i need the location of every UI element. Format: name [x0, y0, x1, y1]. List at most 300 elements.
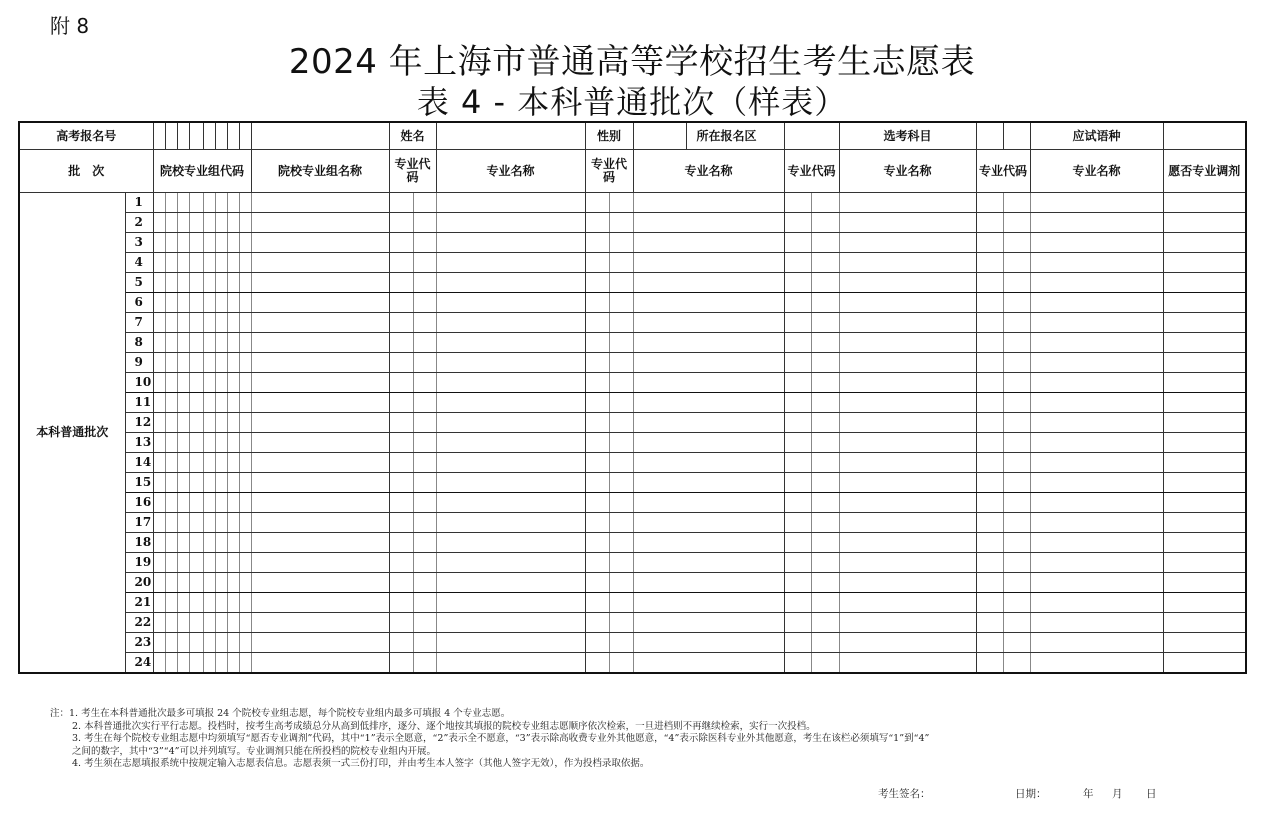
group-code-digit[interactable]: [227, 653, 239, 674]
name-field[interactable]: [436, 122, 585, 150]
group-code-digit[interactable]: [177, 373, 189, 393]
group-code-digit[interactable]: [165, 273, 177, 293]
major-code-digit[interactable]: [389, 193, 413, 213]
group-code-digit[interactable]: [189, 533, 203, 553]
major-code-digit[interactable]: [976, 413, 1003, 433]
major-code-digit[interactable]: [389, 393, 413, 413]
major-name-cell[interactable]: [436, 513, 585, 533]
major-code-digit[interactable]: [976, 553, 1003, 573]
group-code-digit[interactable]: [165, 513, 177, 533]
adjust-cell[interactable]: [1163, 233, 1246, 253]
major-code-digit[interactable]: [389, 273, 413, 293]
major-code-digit[interactable]: [976, 533, 1003, 553]
group-code-digit[interactable]: [153, 333, 165, 353]
major-code-digit[interactable]: [585, 213, 609, 233]
major-name-cell[interactable]: [1030, 233, 1163, 253]
group-code-digit[interactable]: [227, 373, 239, 393]
group-code-digit[interactable]: [189, 593, 203, 613]
major-name-cell[interactable]: [436, 593, 585, 613]
group-code-digit[interactable]: [215, 353, 227, 373]
major-code-digit[interactable]: [1003, 353, 1030, 373]
major-name-cell[interactable]: [1030, 333, 1163, 353]
adjust-cell[interactable]: [1163, 213, 1246, 233]
group-code-digit[interactable]: [239, 593, 251, 613]
major-code-digit[interactable]: [784, 293, 811, 313]
group-code-digit[interactable]: [177, 313, 189, 333]
adjust-cell[interactable]: [1163, 633, 1246, 653]
major-code-digit[interactable]: [585, 333, 609, 353]
major-code-digit[interactable]: [976, 513, 1003, 533]
group-code-digit[interactable]: [215, 473, 227, 493]
group-code-digit[interactable]: [215, 493, 227, 513]
major-code-digit[interactable]: [811, 233, 839, 253]
group-name-cell[interactable]: [251, 533, 389, 553]
group-code-digit[interactable]: [215, 433, 227, 453]
group-code-digit[interactable]: [165, 233, 177, 253]
major-code-digit[interactable]: [609, 473, 633, 493]
major-name-cell[interactable]: [839, 313, 976, 333]
group-code-digit[interactable]: [215, 273, 227, 293]
group-code-digit[interactable]: [153, 453, 165, 473]
major-name-cell[interactable]: [1030, 393, 1163, 413]
group-code-digit[interactable]: [239, 213, 251, 233]
major-code-digit[interactable]: [1003, 293, 1030, 313]
major-code-digit[interactable]: [389, 433, 413, 453]
group-code-digit[interactable]: [227, 453, 239, 473]
major-code-digit[interactable]: [389, 593, 413, 613]
group-code-digit[interactable]: [189, 513, 203, 533]
group-code-digit[interactable]: [215, 573, 227, 593]
major-code-digit[interactable]: [976, 393, 1003, 413]
group-code-digit[interactable]: [177, 633, 189, 653]
group-code-digit[interactable]: [227, 413, 239, 433]
major-name-cell[interactable]: [436, 333, 585, 353]
major-code-digit[interactable]: [784, 233, 811, 253]
group-code-digit[interactable]: [189, 633, 203, 653]
major-code-digit[interactable]: [1003, 573, 1030, 593]
adjust-cell[interactable]: [1163, 433, 1246, 453]
major-code-digit[interactable]: [389, 573, 413, 593]
major-name-cell[interactable]: [1030, 573, 1163, 593]
group-code-digit[interactable]: [153, 573, 165, 593]
group-code-digit[interactable]: [153, 413, 165, 433]
major-code-digit[interactable]: [413, 313, 436, 333]
major-name-cell[interactable]: [436, 453, 585, 473]
group-code-digit[interactable]: [153, 553, 165, 573]
major-code-digit[interactable]: [609, 313, 633, 333]
group-code-digit[interactable]: [153, 653, 165, 674]
major-name-cell[interactable]: [436, 433, 585, 453]
group-code-digit[interactable]: [153, 293, 165, 313]
major-code-digit[interactable]: [1003, 553, 1030, 573]
major-code-digit[interactable]: [609, 393, 633, 413]
major-code-digit[interactable]: [609, 373, 633, 393]
major-code-digit[interactable]: [811, 293, 839, 313]
major-name-cell[interactable]: [1030, 413, 1163, 433]
major-name-cell[interactable]: [839, 333, 976, 353]
major-code-digit[interactable]: [609, 593, 633, 613]
major-code-digit[interactable]: [784, 513, 811, 533]
major-code-digit[interactable]: [1003, 633, 1030, 653]
group-code-digit[interactable]: [215, 213, 227, 233]
group-code-digit[interactable]: [189, 473, 203, 493]
major-code-digit[interactable]: [784, 593, 811, 613]
major-name-cell[interactable]: [1030, 313, 1163, 333]
major-code-digit[interactable]: [811, 533, 839, 553]
group-code-digit[interactable]: [203, 413, 215, 433]
group-code-digit[interactable]: [153, 493, 165, 513]
major-code-digit[interactable]: [585, 653, 609, 674]
adjust-cell[interactable]: [1163, 493, 1246, 513]
group-code-digit[interactable]: [239, 253, 251, 273]
major-name-cell[interactable]: [839, 653, 976, 674]
major-name-cell[interactable]: [633, 193, 784, 213]
group-code-digit[interactable]: [215, 253, 227, 273]
group-code-digit[interactable]: [203, 313, 215, 333]
group-code-digit[interactable]: [215, 313, 227, 333]
group-code-digit[interactable]: [189, 213, 203, 233]
group-code-digit[interactable]: [227, 253, 239, 273]
adjust-cell[interactable]: [1163, 293, 1246, 313]
group-code-digit[interactable]: [153, 393, 165, 413]
subject-field-2[interactable]: [1003, 122, 1030, 150]
group-code-digit[interactable]: [165, 333, 177, 353]
reg-no-digit[interactable]: [189, 122, 203, 150]
major-name-cell[interactable]: [839, 253, 976, 273]
major-name-cell[interactable]: [839, 573, 976, 593]
group-code-digit[interactable]: [177, 533, 189, 553]
adjust-cell[interactable]: [1163, 613, 1246, 633]
major-code-digit[interactable]: [389, 653, 413, 674]
major-code-digit[interactable]: [585, 413, 609, 433]
major-code-digit[interactable]: [811, 353, 839, 373]
major-name-cell[interactable]: [436, 293, 585, 313]
group-code-digit[interactable]: [153, 533, 165, 553]
major-code-digit[interactable]: [811, 433, 839, 453]
major-code-digit[interactable]: [976, 333, 1003, 353]
major-name-cell[interactable]: [839, 373, 976, 393]
major-code-digit[interactable]: [585, 453, 609, 473]
major-name-cell[interactable]: [436, 493, 585, 513]
reg-no-digit[interactable]: [177, 122, 189, 150]
group-code-digit[interactable]: [189, 553, 203, 573]
group-code-digit[interactable]: [165, 573, 177, 593]
major-name-cell[interactable]: [1030, 353, 1163, 373]
major-name-cell[interactable]: [839, 293, 976, 313]
group-code-digit[interactable]: [165, 633, 177, 653]
group-code-digit[interactable]: [189, 293, 203, 313]
major-name-cell[interactable]: [633, 213, 784, 233]
major-code-digit[interactable]: [389, 313, 413, 333]
major-name-cell[interactable]: [1030, 513, 1163, 533]
group-code-digit[interactable]: [227, 233, 239, 253]
major-name-cell[interactable]: [1030, 453, 1163, 473]
major-code-digit[interactable]: [784, 453, 811, 473]
major-name-cell[interactable]: [839, 593, 976, 613]
group-name-cell[interactable]: [251, 393, 389, 413]
major-name-cell[interactable]: [1030, 273, 1163, 293]
group-name-cell[interactable]: [251, 253, 389, 273]
major-code-digit[interactable]: [389, 233, 413, 253]
major-name-cell[interactable]: [633, 473, 784, 493]
major-code-digit[interactable]: [585, 573, 609, 593]
group-code-digit[interactable]: [239, 553, 251, 573]
group-code-digit[interactable]: [189, 573, 203, 593]
major-code-digit[interactable]: [585, 593, 609, 613]
major-code-digit[interactable]: [413, 493, 436, 513]
major-name-cell[interactable]: [436, 533, 585, 553]
major-code-digit[interactable]: [784, 473, 811, 493]
major-name-cell[interactable]: [839, 213, 976, 233]
major-code-digit[interactable]: [1003, 433, 1030, 453]
group-code-digit[interactable]: [153, 253, 165, 273]
major-code-digit[interactable]: [1003, 653, 1030, 674]
major-name-cell[interactable]: [633, 653, 784, 674]
major-code-digit[interactable]: [413, 253, 436, 273]
major-name-cell[interactable]: [436, 613, 585, 633]
major-code-digit[interactable]: [811, 193, 839, 213]
group-code-digit[interactable]: [153, 213, 165, 233]
major-code-digit[interactable]: [811, 453, 839, 473]
major-code-digit[interactable]: [784, 413, 811, 433]
group-code-digit[interactable]: [189, 413, 203, 433]
major-code-digit[interactable]: [784, 273, 811, 293]
major-code-digit[interactable]: [413, 513, 436, 533]
major-code-digit[interactable]: [784, 353, 811, 373]
group-code-digit[interactable]: [165, 413, 177, 433]
major-name-cell[interactable]: [633, 333, 784, 353]
major-code-digit[interactable]: [976, 433, 1003, 453]
major-code-digit[interactable]: [389, 353, 413, 373]
major-name-cell[interactable]: [839, 233, 976, 253]
major-name-cell[interactable]: [839, 273, 976, 293]
group-code-digit[interactable]: [177, 553, 189, 573]
group-code-digit[interactable]: [165, 613, 177, 633]
major-code-digit[interactable]: [609, 513, 633, 533]
major-code-digit[interactable]: [976, 353, 1003, 373]
major-name-cell[interactable]: [839, 413, 976, 433]
major-code-digit[interactable]: [811, 593, 839, 613]
major-code-digit[interactable]: [609, 413, 633, 433]
major-code-digit[interactable]: [784, 213, 811, 233]
group-code-digit[interactable]: [227, 573, 239, 593]
major-code-digit[interactable]: [976, 453, 1003, 473]
group-code-digit[interactable]: [153, 613, 165, 633]
reg-no-digit[interactable]: [203, 122, 215, 150]
group-code-digit[interactable]: [177, 393, 189, 413]
major-code-digit[interactable]: [976, 653, 1003, 674]
group-code-digit[interactable]: [227, 633, 239, 653]
major-code-digit[interactable]: [413, 293, 436, 313]
group-code-digit[interactable]: [189, 273, 203, 293]
group-code-digit[interactable]: [189, 453, 203, 473]
major-code-digit[interactable]: [1003, 233, 1030, 253]
group-code-digit[interactable]: [203, 633, 215, 653]
major-name-cell[interactable]: [436, 253, 585, 273]
group-code-digit[interactable]: [153, 313, 165, 333]
major-code-digit[interactable]: [413, 213, 436, 233]
major-name-cell[interactable]: [436, 633, 585, 653]
major-code-digit[interactable]: [389, 553, 413, 573]
group-code-digit[interactable]: [239, 613, 251, 633]
major-name-cell[interactable]: [633, 553, 784, 573]
major-code-digit[interactable]: [976, 373, 1003, 393]
group-code-digit[interactable]: [165, 393, 177, 413]
group-code-digit[interactable]: [239, 353, 251, 373]
major-name-cell[interactable]: [839, 453, 976, 473]
major-name-cell[interactable]: [839, 633, 976, 653]
group-name-cell[interactable]: [251, 653, 389, 674]
group-name-cell[interactable]: [251, 333, 389, 353]
group-code-digit[interactable]: [177, 433, 189, 453]
major-name-cell[interactable]: [436, 233, 585, 253]
group-code-digit[interactable]: [203, 273, 215, 293]
adjust-cell[interactable]: [1163, 393, 1246, 413]
group-code-digit[interactable]: [165, 593, 177, 613]
major-code-digit[interactable]: [784, 193, 811, 213]
major-code-digit[interactable]: [811, 653, 839, 674]
reg-no-digit[interactable]: [165, 122, 177, 150]
major-name-cell[interactable]: [1030, 293, 1163, 313]
major-name-cell[interactable]: [633, 313, 784, 333]
major-code-digit[interactable]: [976, 213, 1003, 233]
major-name-cell[interactable]: [633, 453, 784, 473]
major-code-digit[interactable]: [585, 473, 609, 493]
major-code-digit[interactable]: [976, 193, 1003, 213]
group-code-digit[interactable]: [189, 433, 203, 453]
major-code-digit[interactable]: [1003, 273, 1030, 293]
major-code-digit[interactable]: [413, 533, 436, 553]
group-code-digit[interactable]: [227, 193, 239, 213]
group-code-digit[interactable]: [239, 433, 251, 453]
subject-field-1[interactable]: [976, 122, 1003, 150]
group-code-digit[interactable]: [239, 533, 251, 553]
major-code-digit[interactable]: [784, 533, 811, 553]
group-code-digit[interactable]: [153, 193, 165, 213]
group-code-digit[interactable]: [189, 253, 203, 273]
group-code-digit[interactable]: [177, 293, 189, 313]
group-code-digit[interactable]: [203, 433, 215, 453]
adjust-cell[interactable]: [1163, 573, 1246, 593]
major-name-cell[interactable]: [1030, 253, 1163, 273]
major-code-digit[interactable]: [976, 493, 1003, 513]
major-code-digit[interactable]: [784, 633, 811, 653]
group-code-digit[interactable]: [177, 453, 189, 473]
major-code-digit[interactable]: [784, 653, 811, 674]
major-code-digit[interactable]: [609, 493, 633, 513]
adjust-cell[interactable]: [1163, 353, 1246, 373]
major-code-digit[interactable]: [389, 213, 413, 233]
major-code-digit[interactable]: [389, 413, 413, 433]
group-code-digit[interactable]: [239, 393, 251, 413]
major-code-digit[interactable]: [1003, 253, 1030, 273]
major-code-digit[interactable]: [976, 273, 1003, 293]
group-code-digit[interactable]: [165, 293, 177, 313]
group-code-digit[interactable]: [153, 593, 165, 613]
major-code-digit[interactable]: [413, 233, 436, 253]
major-code-digit[interactable]: [609, 353, 633, 373]
group-code-digit[interactable]: [227, 433, 239, 453]
major-code-digit[interactable]: [609, 613, 633, 633]
group-code-digit[interactable]: [227, 353, 239, 373]
group-code-digit[interactable]: [165, 433, 177, 453]
major-code-digit[interactable]: [585, 273, 609, 293]
major-code-digit[interactable]: [585, 373, 609, 393]
reg-no-digit[interactable]: [227, 122, 239, 150]
group-code-digit[interactable]: [227, 293, 239, 313]
group-code-digit[interactable]: [177, 513, 189, 533]
major-code-digit[interactable]: [609, 233, 633, 253]
major-code-digit[interactable]: [609, 333, 633, 353]
major-name-cell[interactable]: [633, 613, 784, 633]
group-code-digit[interactable]: [177, 353, 189, 373]
group-name-cell[interactable]: [251, 633, 389, 653]
group-code-digit[interactable]: [177, 213, 189, 233]
major-code-digit[interactable]: [413, 613, 436, 633]
major-code-digit[interactable]: [1003, 193, 1030, 213]
major-code-digit[interactable]: [1003, 613, 1030, 633]
group-code-digit[interactable]: [177, 653, 189, 674]
major-code-digit[interactable]: [1003, 333, 1030, 353]
major-code-digit[interactable]: [976, 473, 1003, 493]
group-code-digit[interactable]: [189, 193, 203, 213]
major-name-cell[interactable]: [1030, 613, 1163, 633]
group-code-digit[interactable]: [153, 273, 165, 293]
major-code-digit[interactable]: [413, 193, 436, 213]
major-code-digit[interactable]: [389, 473, 413, 493]
group-code-digit[interactable]: [203, 253, 215, 273]
major-name-cell[interactable]: [436, 193, 585, 213]
major-name-cell[interactable]: [633, 393, 784, 413]
major-code-digit[interactable]: [609, 453, 633, 473]
major-code-digit[interactable]: [1003, 313, 1030, 333]
group-code-digit[interactable]: [153, 513, 165, 533]
major-code-digit[interactable]: [784, 613, 811, 633]
group-code-digit[interactable]: [203, 453, 215, 473]
group-code-digit[interactable]: [203, 293, 215, 313]
group-code-digit[interactable]: [177, 493, 189, 513]
major-name-cell[interactable]: [1030, 193, 1163, 213]
group-code-digit[interactable]: [203, 653, 215, 674]
major-code-digit[interactable]: [585, 633, 609, 653]
major-code-digit[interactable]: [811, 393, 839, 413]
group-code-digit[interactable]: [153, 633, 165, 653]
adjust-cell[interactable]: [1163, 273, 1246, 293]
major-code-digit[interactable]: [811, 613, 839, 633]
group-name-cell[interactable]: [251, 273, 389, 293]
major-code-digit[interactable]: [585, 513, 609, 533]
major-code-digit[interactable]: [413, 353, 436, 373]
group-code-digit[interactable]: [239, 493, 251, 513]
major-code-digit[interactable]: [811, 473, 839, 493]
group-code-digit[interactable]: [203, 613, 215, 633]
major-name-cell[interactable]: [436, 373, 585, 393]
group-code-digit[interactable]: [215, 453, 227, 473]
major-name-cell[interactable]: [1030, 433, 1163, 453]
adjust-cell[interactable]: [1163, 473, 1246, 493]
group-code-digit[interactable]: [215, 653, 227, 674]
group-code-digit[interactable]: [165, 373, 177, 393]
group-code-digit[interactable]: [177, 273, 189, 293]
major-code-digit[interactable]: [784, 493, 811, 513]
major-code-digit[interactable]: [585, 353, 609, 373]
reg-no-digit[interactable]: [215, 122, 227, 150]
major-name-cell[interactable]: [633, 373, 784, 393]
group-name-cell[interactable]: [251, 433, 389, 453]
major-code-digit[interactable]: [1003, 493, 1030, 513]
major-code-digit[interactable]: [811, 513, 839, 533]
group-code-digit[interactable]: [165, 533, 177, 553]
